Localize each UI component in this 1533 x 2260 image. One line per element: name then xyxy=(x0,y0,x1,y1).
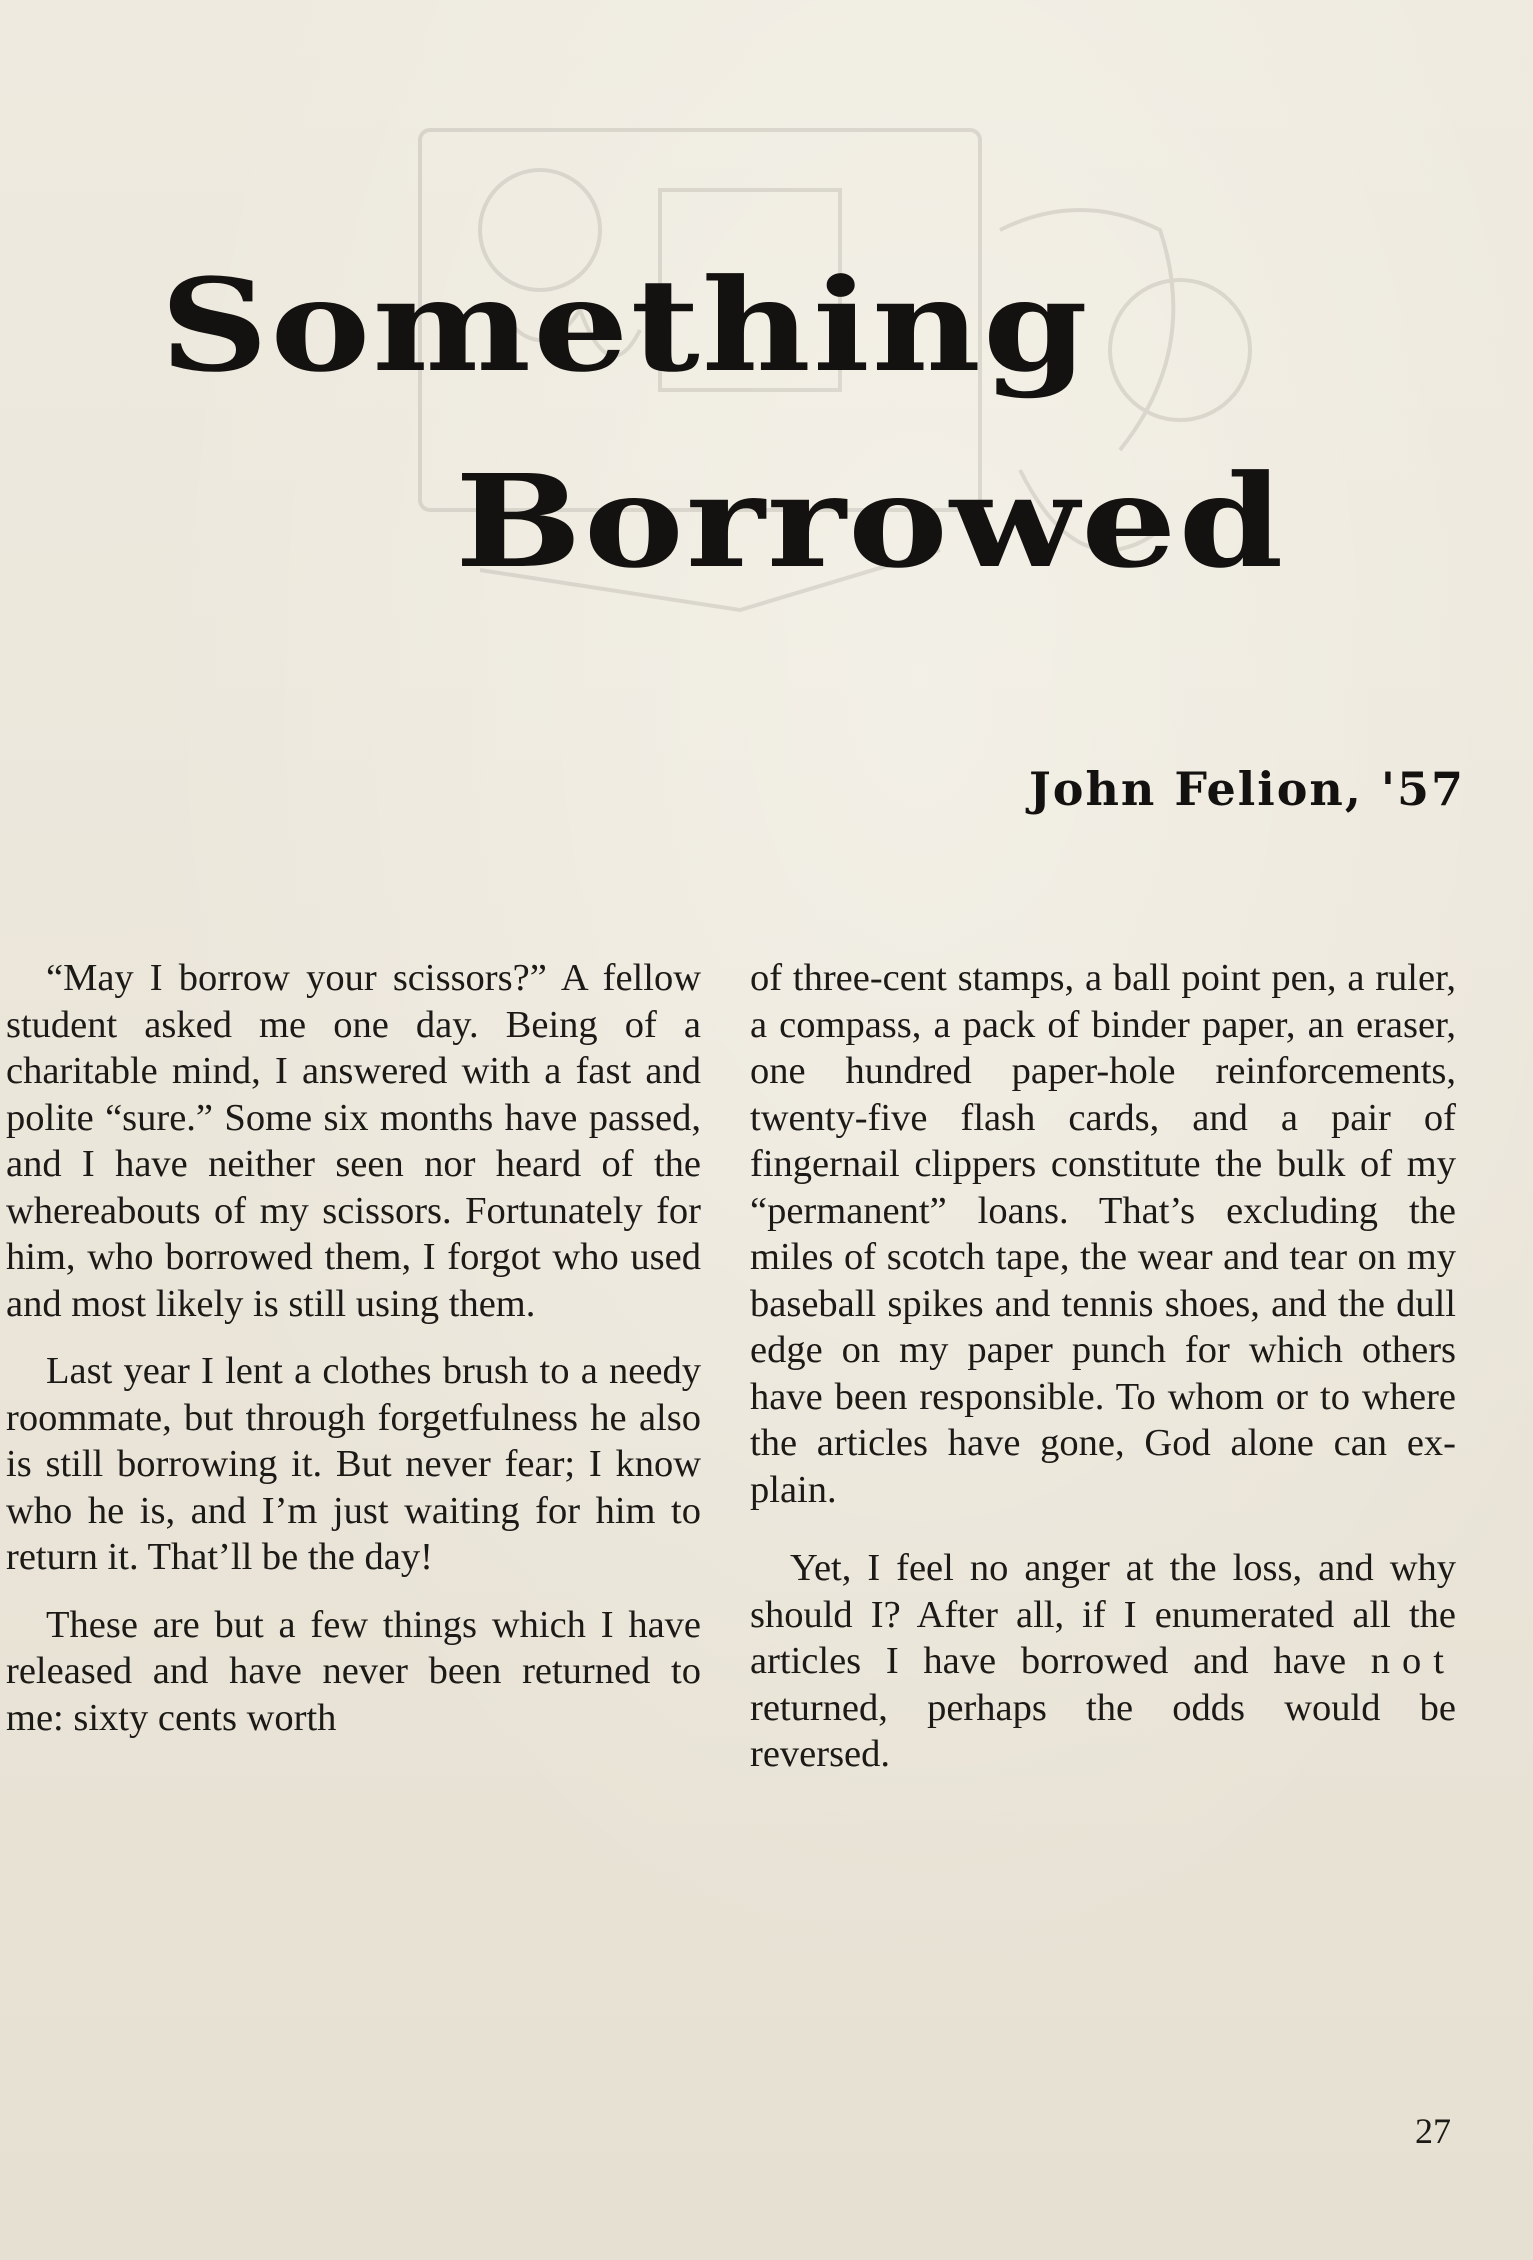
paragraph: Last year I lent a clothes brush to a needy roommate, but through forgetfulness he also is still borrowing it. But never fear; I know who he is, and I’m just waiting for him to return it. That’ll be the day! xyxy=(6,1350,701,1578)
paragraph-continued: of three-cent stamps, a ball point pen, a ruler, a compass, a pack of binder paper, an eraser, one hundred paper-hole reinforcements, twenty-five flash cards, and a pair of fingernail clippers constitute the bulk of my “permanent” loans. That’s excluding the miles of scotch tape, the wear and tear on my baseball spikes and tennis shoes, and the dull edge on my paper punch for which others have been responsible. To whom or to where the articles have gone, God alone can explain. xyxy=(750,957,1456,1511)
emphasized-word: not xyxy=(1370,1640,1456,1682)
title-line-1: Something xyxy=(160,250,1090,401)
byline: John Felion, '57 xyxy=(1029,762,1465,816)
title-line-2: Borrowed xyxy=(455,446,1286,597)
page-number: 27 xyxy=(1415,2111,1451,2151)
left-column xyxy=(6,955,701,1762)
paragraph: These are but a few things which I have released and have never been returned to me: sixty cents worth xyxy=(6,1603,701,1739)
paragraph: “May I borrow your scissors?” A fellow student asked me one day. Being of a charitable mind, I answered with a fast and polite “sure.” Some six months have passed, and I have neither seen nor heard of the whereabouts of my scissors. Fortunately for him, who borrowed them, I forgot who used and most likely is still using them. xyxy=(6,957,701,1325)
paragraph-text: Yet, I feel no anger at the loss, and why should I? After all, if I enumerated all the articles I have borrowed and have xyxy=(750,1547,1456,1682)
paragraph xyxy=(750,1545,1456,1778)
paragraph-text: returned, perhaps the odds would be reversed. xyxy=(750,1686,1456,1775)
right-column xyxy=(750,955,1456,1799)
